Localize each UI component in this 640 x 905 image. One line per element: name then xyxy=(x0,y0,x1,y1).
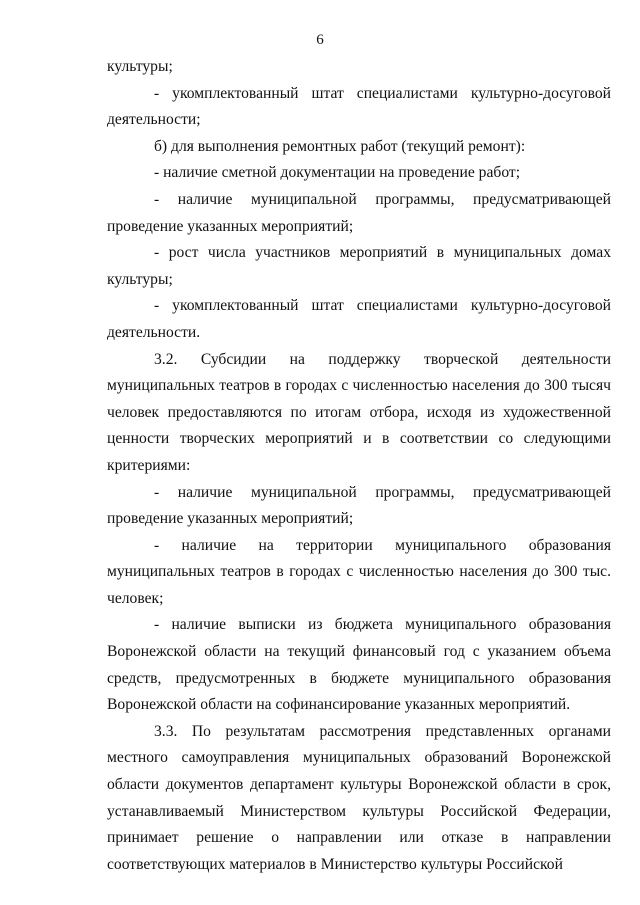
paragraph: - рост числа участников мероприятий в муниципальных домах культуры; xyxy=(107,244,611,288)
paragraph: - наличие муниципальной программы, предусматривающей проведение указанных мероприятий; xyxy=(107,483,611,528)
paragraph: - укомплектованный штат специалистами культурно-досуговой деятельности; xyxy=(107,84,611,129)
paragraph: 3.2. Субсидии на поддержку творческой деятельности муниципальных театров в городах с численностью населения до 300 тысяч человек предоставляются по итогам отбора, исходя из художественной ценности творческих мероприятий и в соответствии со следующими критериями: xyxy=(107,350,611,474)
paragraph: - укомплектованный штат специалистами культурно-досуговой деятельности. xyxy=(107,297,611,341)
paragraph: - наличие выписки из бюджета муниципального образования Воронежской области на текущий финансовый год с указанием объема средств, предусмотренных в бюджете муниципального образования Воронежской области на софинансирование указанных мероприятий. xyxy=(107,616,611,714)
document-body xyxy=(107,54,611,878)
paragraph: культуры; xyxy=(107,58,173,75)
paragraph: - наличие муниципальной программы, предусматривающей проведение указанных мероприятий; xyxy=(107,190,611,235)
paragraph: - наличие на территории муниципального образования муниципальных театров в городах с численностью населения до 300 тыс. человек; xyxy=(107,536,611,607)
page-number: 6 xyxy=(316,32,324,48)
paragraph: 3.3. По результатам рассмотрения представленных органами местного самоуправления муниципальных образований Воронежской области документов департамент культуры Воронежской области в срок, устанавливаемый Министерством культуры Российской Федерации, принимает решение о направлении или отказе в направлении соответствующих материалов в Министерство культуры Российской xyxy=(107,722,611,873)
paragraph: б) для выполнения ремонтных работ (текущий ремонт): xyxy=(154,137,526,155)
paragraph: - наличие сметной документации на проведение работ; xyxy=(154,164,521,182)
